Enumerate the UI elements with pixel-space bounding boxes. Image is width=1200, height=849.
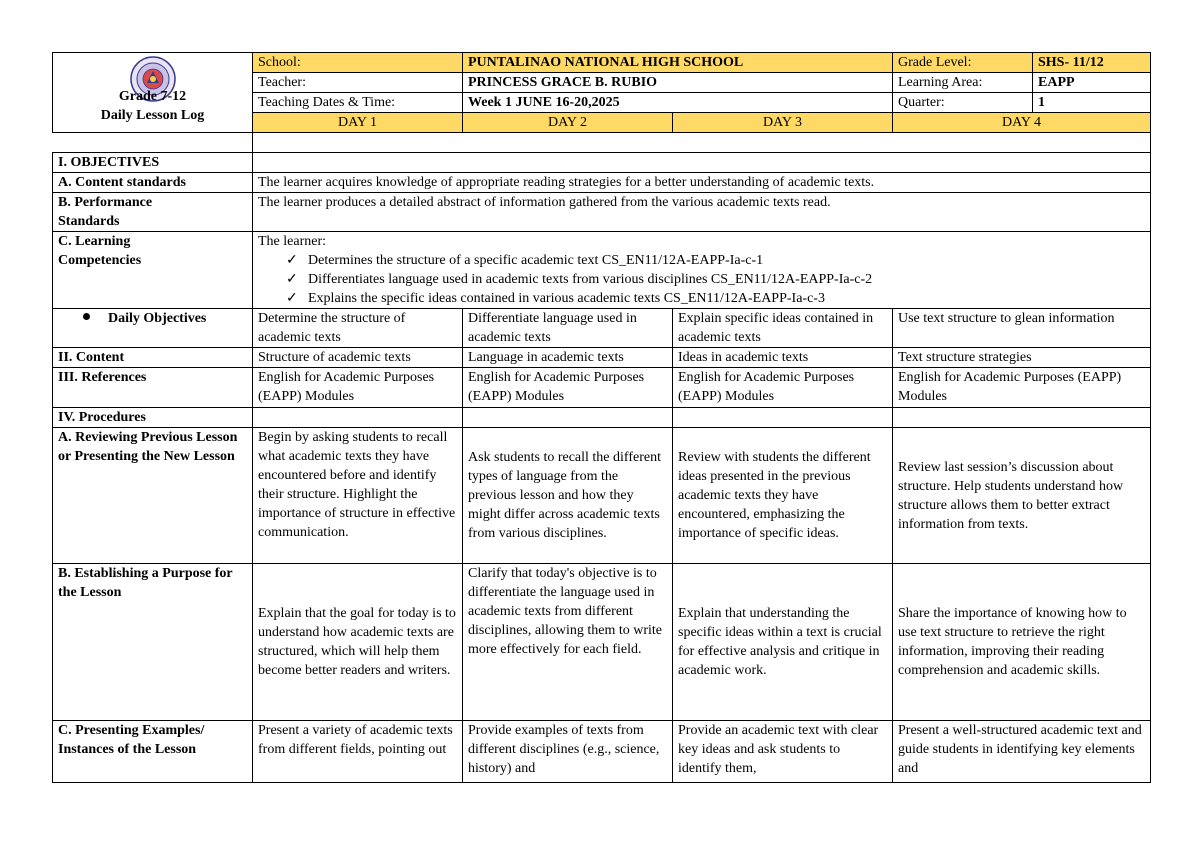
procedures-heading-row xyxy=(53,408,1151,428)
daily-objective-day4: Use text structure to glean information xyxy=(893,309,1151,348)
reviewing-day1: Begin by asking students to recall what academic texts they have encountered before and identify their structure. Highlight the importance of structure in effective communication. xyxy=(253,428,463,564)
learning-competencies-label xyxy=(53,232,253,309)
grade-level-value: SHS- 11/12 xyxy=(1033,53,1151,73)
purpose-day2: Clarify that today's objective is to differentiate the language used in academic texts from different disciplines, allowing them to write more effectively for each field. xyxy=(463,564,673,721)
examples-row xyxy=(53,721,1151,783)
day-2-header: DAY 2 xyxy=(463,113,673,133)
purpose-day1: Explain that the goal for today is to understand how academic texts are structured, which will help them become better readers and writers. xyxy=(253,564,463,721)
school-label: School: xyxy=(253,53,463,73)
performance-standards-label xyxy=(53,193,253,232)
objectives-heading-blank xyxy=(253,153,1151,173)
content-standards-value: The learner acquires knowledge of appropriate reading strategies for a better understanding of academic texts. xyxy=(253,173,1151,193)
spacer-right xyxy=(253,133,1151,153)
content-label: II. Content xyxy=(53,348,253,368)
daily-objective-day3: Explain specific ideas contained in academic texts xyxy=(673,309,893,348)
day-4-header: DAY 4 xyxy=(893,113,1151,133)
objectives-heading: I. OBJECTIVES xyxy=(53,153,253,173)
teaching-dates-label: Teaching Dates & Time: xyxy=(253,93,463,113)
daily-objectives-row xyxy=(53,309,1151,348)
logo-caption-dll: Daily Lesson Log xyxy=(100,108,205,123)
references-row xyxy=(53,368,1151,408)
references-day1: English for Academic Purposes (EAPP) Modules xyxy=(253,368,463,408)
teacher-value: PRINCESS GRACE B. RUBIO xyxy=(463,73,893,93)
teaching-dates-value: Week 1 JUNE 16-20,2025 xyxy=(463,93,893,113)
examples-day1: Present a variety of academic texts from different fields, pointing out xyxy=(253,721,463,783)
competencies-label-line2: Competencies xyxy=(58,253,142,268)
header-row-school xyxy=(53,53,1151,73)
examples-day2: Provide examples of texts from different disciplines (e.g., science, history) and xyxy=(463,721,673,783)
checkmark-icon: ✓ xyxy=(286,253,298,268)
learning-competencies-row xyxy=(53,232,1151,309)
bullet-icon xyxy=(83,313,90,320)
performance-label-line1: B. Performance xyxy=(58,195,153,210)
teacher-label: Teacher: xyxy=(253,73,463,93)
daily-lesson-log-page xyxy=(52,52,1150,783)
performance-standards-value: The learner produces a detailed abstract of information gathered from the various academic texts read. xyxy=(253,193,1151,232)
references-day3: English for Academic Purposes (EAPP) Modules xyxy=(673,368,893,408)
daily-objective-day2: Differentiate language used in academic texts xyxy=(463,309,673,348)
references-day2: English for Academic Purposes (EAPP) Modules xyxy=(463,368,673,408)
reviewing-row xyxy=(53,428,1151,564)
content-standards-row xyxy=(53,173,1151,193)
procedures-blank-day4 xyxy=(893,408,1151,428)
competency-item: ✓ Determines the structure of a specific academic text CS_EN11/12A-EAPP-Ia-c-1 xyxy=(286,253,764,268)
content-day3: Ideas in academic texts xyxy=(673,348,893,368)
reviewing-label: A. Reviewing Previous Lesson or Presenting the New Lesson xyxy=(53,428,253,564)
day-3-header: DAY 3 xyxy=(673,113,893,133)
spacer-left xyxy=(53,133,253,153)
objectives-heading-row xyxy=(53,153,1151,173)
learning-area-value: EAPP xyxy=(1033,73,1151,93)
logo-cell xyxy=(53,53,253,133)
performance-standards-row xyxy=(53,193,1151,232)
checkmark-icon: ✓ xyxy=(286,272,298,287)
purpose-day3: Explain that understanding the specific ideas within a text is crucial for effective analysis and critique in academic work. xyxy=(673,564,893,721)
purpose-row xyxy=(53,564,1151,721)
logo-caption-grade: Grade 7-12 xyxy=(118,89,187,104)
procedures-blank-day2 xyxy=(463,408,673,428)
references-day4: English for Academic Purposes (EAPP) Modules xyxy=(893,368,1151,408)
grade-level-label: Grade Level: xyxy=(893,53,1033,73)
lesson-log-table xyxy=(52,52,1151,783)
examples-day3: Provide an academic text with clear key ideas and ask students to identify them, xyxy=(673,721,893,783)
spacer-row xyxy=(53,133,1151,153)
quarter-value: 1 xyxy=(1033,93,1151,113)
procedures-blank-day1 xyxy=(253,408,463,428)
reviewing-day2: Ask students to recall the different types of language from the previous lesson and how they might differ across academic texts from various disciplines. xyxy=(463,428,673,564)
reviewing-day4: Review last session’s discussion about structure. Help students understand how structure allows them to better extract information from texts. xyxy=(893,428,1151,564)
daily-objectives-label: Daily Objectives xyxy=(53,309,253,348)
competencies-label-line1: C. Learning xyxy=(58,234,131,249)
procedures-heading: IV. Procedures xyxy=(53,408,253,428)
purpose-day4: Share the importance of knowing how to use text structure to retrieve the right information, improving their reading comprehension and academic skills. xyxy=(893,564,1151,721)
examples-label: C. Presenting Examples/ Instances of the Lesson xyxy=(53,721,253,783)
content-day2: Language in academic texts xyxy=(463,348,673,368)
competency-item: ✓ Explains the specific ideas contained in various academic texts CS_EN11/12A-EAPP-Ia-c-3 xyxy=(286,291,825,306)
quarter-label: Quarter: xyxy=(893,93,1033,113)
checkmark-icon: ✓ xyxy=(286,291,298,306)
learning-area-label: Learning Area: xyxy=(893,73,1033,93)
performance-label-line2: Standards xyxy=(58,214,120,229)
content-row xyxy=(53,348,1151,368)
examples-day4: Present a well-structured academic text and guide students in identifying key elements and xyxy=(893,721,1151,783)
competency-item: ✓ Differentiates language used in academic texts from various disciplines CS_EN11/12A-EAPP-Ia-c-2 xyxy=(286,272,873,287)
content-day1: Structure of academic texts xyxy=(253,348,463,368)
competencies-intro: The learner: xyxy=(258,234,327,249)
content-day4: Text structure strategies xyxy=(893,348,1151,368)
daily-objective-day1: Determine the structure of academic texts xyxy=(253,309,463,348)
school-value: PUNTALINAO NATIONAL HIGH SCHOOL xyxy=(463,53,893,73)
learning-competencies-value xyxy=(253,232,1151,309)
reviewing-day3: Review with students the different ideas presented in the previous academic texts they have encountered, emphasizing the importance of specific ideas. xyxy=(673,428,893,564)
references-label: III. References xyxy=(53,368,253,408)
content-standards-label: A. Content standards xyxy=(53,173,253,193)
procedures-blank-day3 xyxy=(673,408,893,428)
purpose-label: B. Establishing a Purpose for the Lesson xyxy=(53,564,253,721)
competencies-list xyxy=(258,251,1145,308)
day-1-header: DAY 1 xyxy=(253,113,463,133)
